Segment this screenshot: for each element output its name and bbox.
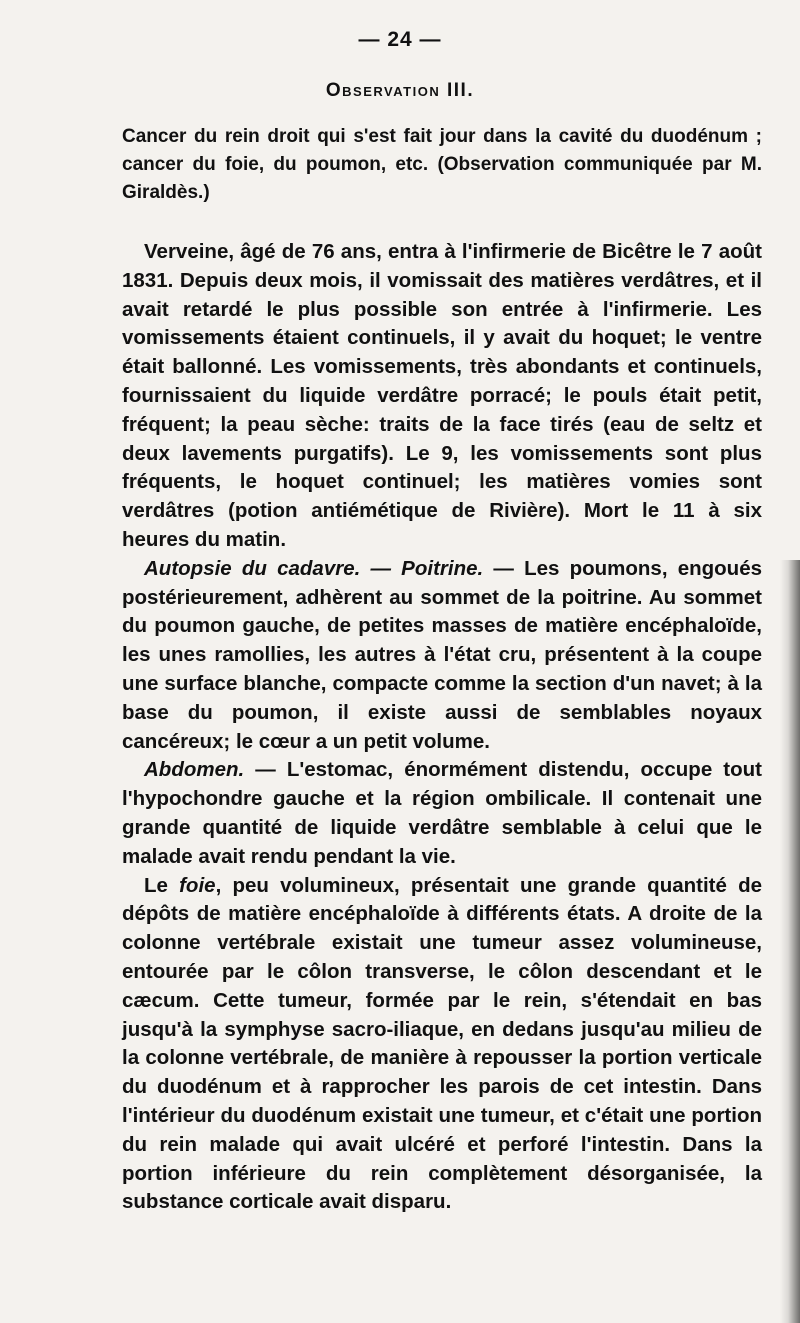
page-number: — 24 — <box>358 28 442 51</box>
section-heading-liver: foie <box>179 873 216 897</box>
paragraph-history <box>122 238 762 555</box>
paragraph-text: , peu volumineux, présentait une grande quantité de dépôts de matière encéphaloïde à différents états. A droite de la colonne vertébrale existait une tumeur assez volumineuse, entourée par le côlon transverse, le côlon descendant et le cæcum. Cette tumeur, formée par le rein, s'étendait en bas jusqu'à la symphyse sacro-iliaque, en dedans jusqu'au milieu de la colonne vertébrale, de manière à repousser la portion verticale du duodénum et à rapprocher les parois de cet intestin. Dans l'intérieur du duodénum existait une tumeur, et c'était une portion du rein malade qui avait ulcéré et perforé l'intestin. Dans la portion inférieure du rein complètement désorganisée, la substance corticale avait disparu. <box>122 873 762 1214</box>
section-heading-abdomen: Abdomen. <box>144 758 245 782</box>
paragraph-liver <box>122 872 762 1218</box>
observation-summary: Cancer du rein droit qui s'est fait jour dans la cavité du duodénum ; cancer du foie, du poumon, etc. (Observation communiquée par M. Giraldès.) <box>122 126 762 203</box>
paragraph-text: — Les poumons, engoués postérieurement, adhèrent au sommet de la poitrine. Au sommet du poumon gauche, de petites masses de matière encéphaloïde, les unes ramollies, les autres à l'état cru, présentent à la coupe une surface blanche, compacte comme la section d'un navet; à la base du poumon, il existe aussi de semblables noyaux cancéreux; le cœur a un petit volume. <box>122 556 762 753</box>
paragraph-prefix: Le <box>144 873 180 897</box>
observation-body <box>122 238 762 1217</box>
paragraph-autopsy-chest <box>122 555 762 757</box>
page-edge-shadow <box>780 560 800 1323</box>
paragraph-text: — L'estomac, énormément distendu, occupe tout l'hypochondre gauche et la région ombilicale. Il contenait une grande quantité de liquide verdâtre semblable à celui que le malade avait rendu pendant la vie. <box>122 758 762 868</box>
section-heading-autopsy: Autopsie du cadavre. — Poitrine. <box>144 556 484 580</box>
observation-title: Observation III. <box>325 80 475 101</box>
paragraph-text: Verveine, âgé de 76 ans, entra à l'infirmerie de Bicêtre le 7 août 1831. Depuis deux mois, il vomissait des matières verdâtres, et il avait retardé le plus possible son entrée à l'infirmerie. Les vomissements étaient continuels, il y avait du hoquet; le ventre était ballonné. Les vomissements, très abondants et continuels, fournissaient du liquide verdâtre porracé; le pouls était petit, fréquent; la peau sèche: traits de la face tirés (eau de seltz et deux lavements purgatifs). Le 9, les vomissements sont plus fréquents, le hoquet continuel; les matières vomies sont verdâtres (potion antiémétique de Rivière). Mort le 11 à six heures du matin. <box>122 240 762 551</box>
paragraph-abdomen <box>122 756 762 871</box>
